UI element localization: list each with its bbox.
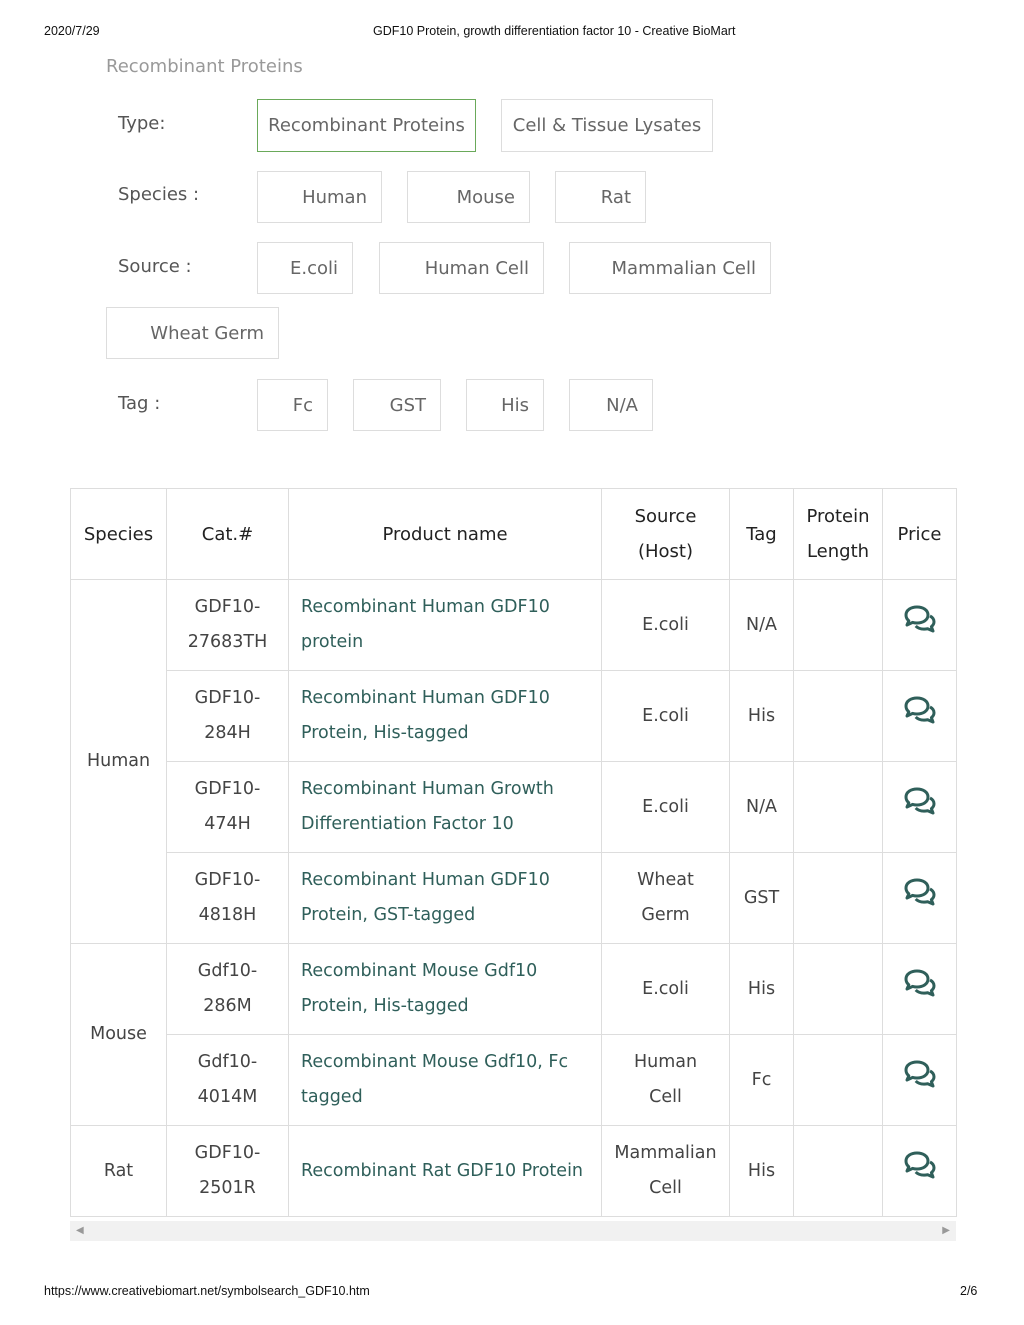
cat-line1: Gdf10- bbox=[197, 961, 258, 981]
price-cell[interactable] bbox=[883, 580, 957, 671]
tag-option-na[interactable]: N/A bbox=[569, 379, 653, 431]
species-cell-rat: Rat bbox=[71, 1126, 167, 1217]
product-name-line2[interactable]: protein bbox=[301, 632, 364, 652]
chat-bubbles-icon[interactable] bbox=[903, 786, 937, 816]
table-row bbox=[71, 762, 957, 853]
price-cell[interactable] bbox=[883, 671, 957, 762]
product-name-link[interactable] bbox=[289, 853, 602, 944]
source-line1: E.coli bbox=[642, 614, 689, 635]
type-option-cell-tissue-lysates[interactable]: Cell & Tissue Lysates bbox=[501, 99, 713, 152]
price-cell[interactable] bbox=[883, 762, 957, 853]
chat-bubbles-icon[interactable] bbox=[903, 1150, 937, 1180]
cat-line2: 27683TH bbox=[187, 632, 268, 652]
cat-line2: 4014M bbox=[197, 1087, 258, 1107]
source-label: Source : bbox=[118, 256, 192, 277]
species-label: Species : bbox=[118, 184, 200, 205]
col-source-line1: Source bbox=[634, 506, 697, 527]
cat-cell bbox=[167, 853, 289, 944]
table-row bbox=[71, 580, 957, 671]
print-title: GDF10 Protein, growth differentiation factor 10 - Creative BioMart bbox=[373, 24, 736, 38]
col-source-line2: (Host) bbox=[637, 541, 694, 562]
cat-cell bbox=[167, 1126, 289, 1217]
cat-line1: GDF10- bbox=[194, 688, 261, 708]
col-length-line1: Protein bbox=[806, 506, 870, 527]
col-species: Species bbox=[71, 489, 167, 580]
source-option-mammalian-cell[interactable]: Mammalian Cell bbox=[569, 242, 771, 294]
cat-line1: GDF10- bbox=[194, 870, 261, 890]
chat-bubbles-icon[interactable] bbox=[903, 877, 937, 907]
source-cell bbox=[602, 944, 730, 1035]
protein-length-cell bbox=[794, 944, 883, 1035]
source-option-human-cell[interactable]: Human Cell bbox=[379, 242, 544, 294]
table-row bbox=[71, 944, 957, 1035]
source-option-ecoli[interactable]: E.coli bbox=[257, 242, 353, 294]
source-cell bbox=[602, 1126, 730, 1217]
protein-length-cell bbox=[794, 580, 883, 671]
source-cell bbox=[602, 671, 730, 762]
product-name-link[interactable] bbox=[289, 580, 602, 671]
cat-line2: 284H bbox=[204, 723, 251, 743]
source-line1: E.coli bbox=[642, 978, 689, 999]
cat-line2: 4818H bbox=[198, 905, 257, 925]
cat-line1: GDF10- bbox=[194, 779, 261, 799]
protein-length-cell bbox=[794, 762, 883, 853]
col-length-line2: Length bbox=[806, 541, 870, 562]
cat-line1: GDF10- bbox=[194, 1143, 261, 1163]
print-url: https://www.creativebiomart.net/symbolsearch_GDF10.htm bbox=[44, 1284, 370, 1298]
col-protein-length bbox=[794, 489, 883, 580]
cat-line2: 474H bbox=[204, 814, 251, 834]
price-cell[interactable] bbox=[883, 944, 957, 1035]
product-name-line2[interactable]: tagged bbox=[301, 1087, 363, 1107]
product-name-line1[interactable]: Recombinant Human Growth bbox=[301, 779, 554, 799]
source-line1: E.coli bbox=[642, 796, 689, 817]
source-option-wheat-germ[interactable]: Wheat Germ bbox=[106, 307, 279, 359]
tag-label: Tag : bbox=[118, 393, 161, 414]
product-name-link[interactable] bbox=[289, 944, 602, 1035]
cat-line1: GDF10- bbox=[194, 597, 261, 617]
price-cell[interactable] bbox=[883, 853, 957, 944]
tag-option-gst[interactable]: GST bbox=[353, 379, 441, 431]
col-price: Price bbox=[883, 489, 957, 580]
tag-cell: His bbox=[730, 671, 794, 762]
product-name-link[interactable] bbox=[289, 671, 602, 762]
col-tag: Tag bbox=[730, 489, 794, 580]
tag-option-his[interactable]: His bbox=[466, 379, 544, 431]
protein-length-cell bbox=[794, 1035, 883, 1126]
source-line1: Wheat bbox=[637, 870, 694, 890]
scroll-left-arrow-icon[interactable]: ◀ bbox=[76, 1225, 84, 1236]
type-option-recombinant-proteins[interactable]: Recombinant Proteins bbox=[257, 99, 476, 152]
table-row bbox=[71, 671, 957, 762]
species-option-mouse[interactable]: Mouse bbox=[407, 171, 530, 223]
price-cell[interactable] bbox=[883, 1126, 957, 1217]
product-name-link[interactable] bbox=[289, 1035, 602, 1126]
product-name-line1[interactable]: Recombinant Mouse Gdf10, Fc bbox=[301, 1052, 569, 1072]
table-row bbox=[71, 1035, 957, 1126]
species-option-human[interactable]: Human bbox=[257, 171, 382, 223]
product-name-link[interactable] bbox=[289, 762, 602, 853]
source-line2: Cell bbox=[649, 1087, 682, 1107]
horizontal-scrollbar[interactable] bbox=[70, 1221, 956, 1241]
scroll-right-arrow-icon[interactable]: ▶ bbox=[942, 1225, 950, 1236]
table-row bbox=[71, 853, 957, 944]
source-cell bbox=[602, 853, 730, 944]
product-name-link[interactable] bbox=[289, 1126, 602, 1217]
table-header-row bbox=[71, 489, 957, 580]
source-line1: Mammalian bbox=[614, 1143, 717, 1163]
product-name-line1[interactable]: Recombinant Human GDF10 bbox=[301, 688, 550, 708]
source-cell bbox=[602, 762, 730, 853]
protein-length-cell bbox=[794, 1126, 883, 1217]
col-product-name: Product name bbox=[289, 489, 602, 580]
section-title: Recombinant Proteins bbox=[106, 56, 303, 77]
cat-line2: 2501R bbox=[199, 1178, 256, 1198]
cat-line1: Gdf10- bbox=[197, 1052, 258, 1072]
tag-cell: His bbox=[730, 944, 794, 1035]
price-cell[interactable] bbox=[883, 1035, 957, 1126]
source-line2: Cell bbox=[649, 1178, 682, 1198]
cat-cell bbox=[167, 762, 289, 853]
print-page-number: 2/6 bbox=[960, 1284, 978, 1298]
print-date: 2020/7/29 bbox=[44, 24, 100, 38]
tag-cell: GST bbox=[730, 853, 794, 944]
products-table bbox=[70, 488, 957, 1217]
product-name-line1[interactable]: Recombinant Human GDF10 bbox=[301, 870, 550, 890]
source-cell bbox=[602, 1035, 730, 1126]
tag-cell: N/A bbox=[730, 580, 794, 671]
chat-bubbles-icon[interactable] bbox=[903, 695, 937, 725]
protein-length-cell bbox=[794, 671, 883, 762]
cat-line2: 286M bbox=[203, 996, 252, 1016]
product-name-line2[interactable]: Protein, His-tagged bbox=[301, 723, 469, 743]
source-line2: Germ bbox=[641, 905, 690, 925]
chat-bubbles-icon[interactable] bbox=[903, 1059, 937, 1089]
chat-bubbles-icon[interactable] bbox=[903, 604, 937, 634]
product-name-line2[interactable]: Differentiation Factor 10 bbox=[301, 814, 514, 834]
protein-length-cell bbox=[794, 853, 883, 944]
cat-cell bbox=[167, 944, 289, 1035]
tag-option-fc[interactable]: Fc bbox=[257, 379, 328, 431]
source-cell bbox=[602, 580, 730, 671]
species-cell-mouse: Mouse bbox=[71, 944, 167, 1126]
cat-cell bbox=[167, 1035, 289, 1126]
tag-cell: N/A bbox=[730, 762, 794, 853]
product-name-line2[interactable]: Protein, GST-tagged bbox=[301, 905, 476, 925]
type-label: Type: bbox=[118, 113, 166, 134]
cat-cell bbox=[167, 671, 289, 762]
product-name-line1[interactable]: Recombinant Human GDF10 bbox=[301, 597, 550, 617]
col-source bbox=[602, 489, 730, 580]
species-cell-human: Human bbox=[71, 580, 167, 944]
product-name-line1[interactable]: Recombinant Mouse Gdf10 bbox=[301, 961, 538, 981]
cat-cell bbox=[167, 580, 289, 671]
source-line1: E.coli bbox=[642, 705, 689, 726]
chat-bubbles-icon[interactable] bbox=[903, 968, 937, 998]
table-row bbox=[71, 1126, 957, 1217]
product-name-line2[interactable]: Protein, His-tagged bbox=[301, 996, 469, 1016]
col-cat: Cat.# bbox=[167, 489, 289, 580]
tag-cell: Fc bbox=[730, 1035, 794, 1126]
species-option-rat[interactable]: Rat bbox=[555, 171, 646, 223]
tag-cell: His bbox=[730, 1126, 794, 1217]
source-line1: Human bbox=[633, 1052, 698, 1072]
product-name-line1[interactable]: Recombinant Rat GDF10 Protein bbox=[301, 1160, 584, 1181]
